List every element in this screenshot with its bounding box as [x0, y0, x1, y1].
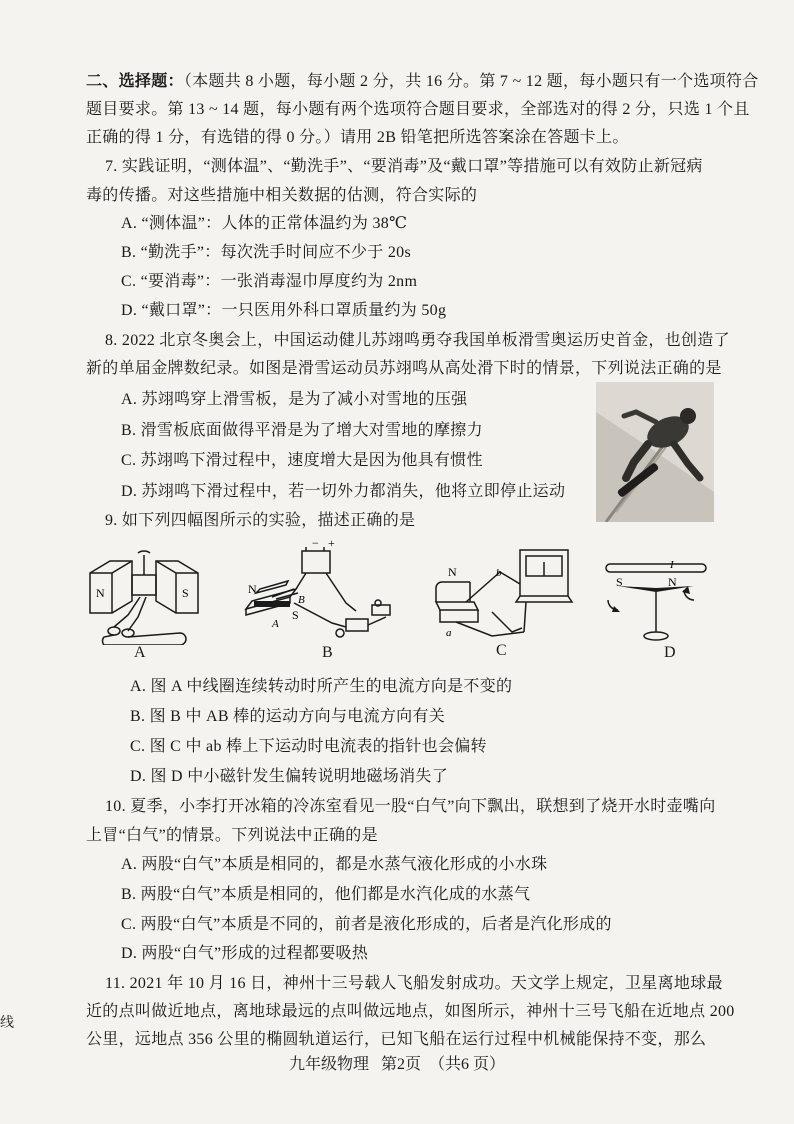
figure-d-label-n: N — [668, 575, 677, 589]
figure-d-caption: D — [664, 644, 676, 661]
q10-option-b: B. 两股“白气”本质是相同的，他们都是水汽化成的水蒸气 — [121, 886, 531, 903]
snowboarder-photo — [596, 382, 714, 522]
figure-b-motor-experiment — [236, 537, 398, 645]
figure-b-label-n: N — [248, 582, 257, 596]
q7-stem-line-2: 毒的传播。对这些措施中相关数据的估测，符合实际的 — [86, 187, 478, 204]
q11-stem-line-2: 近的点叫做近地点，离地球最远的点叫做远地点，如图所示，神州十三号飞船在近地点 200 — [86, 1003, 735, 1020]
figure-c-label-a: a — [446, 627, 452, 639]
q10-option-a: A. 两股“白气”本质是相同的，都是水蒸气液化形成的小水珠 — [121, 856, 548, 873]
figure-d-label-i: I — [670, 560, 674, 571]
figure-a-generator — [84, 545, 204, 645]
q7-stem-line-1: 7. 实践证明，“测体温”、“勤洗手”、“要消毒”及“戴口罩”等措施可以有效防止新冠病 — [105, 158, 703, 175]
binding-line-mark: 线 — [0, 1016, 14, 1031]
q7-option-a: A. “测体温”：人体的正常体温约为 38℃ — [121, 215, 408, 232]
q8-option-b: B. 滑雪板底面做得平滑是为了增大对雪地的摩擦力 — [121, 422, 483, 439]
section-intro-line-2: 题目要求。第 13 ~ 14 题，每小题有两个选项符合题目要求，全部选对的得 2 分，只选 1 个且 — [86, 101, 750, 118]
figure-d-label-s: S — [616, 575, 623, 589]
page-footer — [0, 1053, 794, 1077]
q9-option-d: D. 图 D 中小磁针发生偏转说明地磁场消失了 — [130, 768, 449, 785]
q8-option-d: D. 苏翊鸣下滑过程中，若一切外力都消失，他将立即停止运动 — [121, 483, 566, 500]
q8-stem-line-1: 8. 2022 北京冬奥会上，中国运动健儿苏翊鸣勇夺我国单板滑雪奥运历史首金，也创造了 — [105, 332, 730, 349]
section-heading: 二、选择题： — [86, 73, 184, 90]
section-intro-line-1: 二、选择题：（本题共 8 小题，每小题 2 分，共 16 分。第 7 ~ 12 题，每小题只有一个选项符合 — [86, 73, 759, 90]
figure-d-oersted-experiment — [598, 560, 712, 646]
q9-stem: 9. 如下列四幅图所示的实验，描述正确的是 — [105, 512, 416, 529]
footer-page-number: 第2页 — [380, 1056, 421, 1073]
q7-option-c: C. “要消毒”：一张消毒湿巾厚度约为 2nm — [121, 273, 418, 290]
section-intro-line-3: 正确的得 1 分，有选错的得 0 分。）请用 2B 铅笔把所选答案涂在答题卡上。 — [86, 129, 629, 146]
figure-a-label-n: N — [96, 586, 105, 600]
q10-stem-line-2: 上冒“白气”的情景。下列说法中正确的是 — [86, 827, 378, 844]
q8-option-a: A. 苏翊鸣穿上滑雪板，是为了减小对雪地的压强 — [121, 391, 468, 408]
q8-option-c: C. 苏翊鸣下滑过程中，速度增大是因为他具有惯性 — [121, 452, 483, 469]
q11-stem-line-3: 公里，远地点 356 公里的椭圆轨道运行，已知飞船在运行过程中机械能保持不变，那么 — [86, 1031, 707, 1048]
figure-b-label-b: B — [298, 594, 305, 606]
figure-a-label-s: S — [182, 586, 189, 600]
q8-stem-line-2: 新的单届金牌数纪录。如图是滑雪运动员苏翊鸣从高处滑下时的情景，下列说法正确的是 — [86, 360, 722, 377]
figure-c-label-b: b — [496, 567, 502, 579]
figure-b-label-plus: + — [328, 537, 335, 550]
q11-stem-line-1: 11. 2021 年 10 月 16 日，神州十三号载人飞船发射成功。天文学上规定，卫星离地球最 — [105, 975, 723, 992]
q9-option-b: B. 图 B 中 AB 棒的运动方向与电流方向有关 — [130, 708, 446, 725]
footer-subject: 九年级物理 — [288, 1056, 369, 1073]
figure-b-caption: B — [322, 644, 333, 661]
q10-option-c: C. 两股“白气”本质是不同的，前者是液化形成的，后者是汽化形成的 — [121, 916, 612, 933]
figure-b-label-minus: − — [312, 537, 319, 550]
figure-c-caption: C — [496, 642, 507, 659]
q10-option-d: D. 两股“白气”形成的过程都要吸热 — [121, 945, 369, 962]
q10-stem-line-1: 10. 夏季，小李打开冰箱的冷冻室看见一股“白气”向下飘出，联想到了烧开水时壶嘴向 — [105, 798, 716, 815]
figure-c-label-n: N — [448, 565, 457, 579]
figure-b-label-s: S — [292, 608, 299, 622]
footer-total-pages: （共6 页） — [429, 1056, 506, 1073]
figure-c-induction-experiment — [426, 540, 578, 642]
q7-option-b: B. “勤洗手”：每次洗手时间应不少于 20s — [121, 244, 412, 261]
figure-a-caption: A — [134, 644, 146, 661]
figure-b-label-a: A — [272, 618, 279, 630]
q9-option-c: C. 图 C 中 ab 棒上下运动时电流表的指针也会偏转 — [130, 738, 487, 755]
q9-option-a: A. 图 A 中线圈连续转动时所产生的电流方向是不变的 — [130, 678, 513, 695]
q7-option-d: D. “戴口罩”：一只医用外科口罩质量约为 50g — [121, 302, 447, 319]
